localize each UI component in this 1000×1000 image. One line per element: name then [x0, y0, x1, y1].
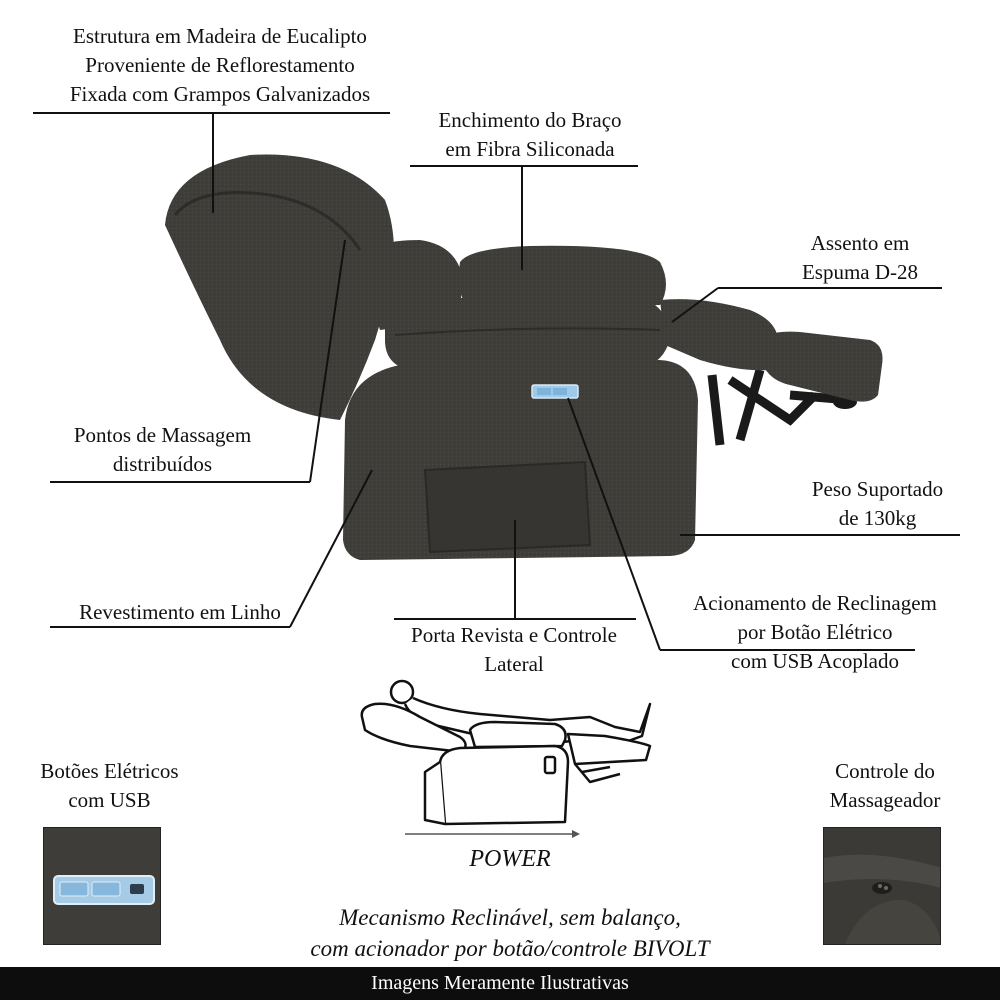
callout-porta-revista-line1: Porta Revista e Controle — [411, 623, 617, 647]
callout-assento-line1: Assento em — [810, 231, 910, 255]
massage-remote-icon — [824, 828, 941, 945]
magazine-pocket — [425, 462, 590, 552]
callout-acionamento-line1: Acionamento de Reclinagem — [693, 591, 937, 615]
mechanism-description — [250, 902, 770, 964]
callout-peso — [790, 475, 965, 533]
callout-assento — [780, 229, 940, 287]
callout-revestimento-line1: Revestimento em Linho — [79, 600, 281, 624]
callout-estrutura-line1: Estrutura em Madeira de Eucalipto — [73, 24, 367, 48]
thumb-botoes-line2: com USB — [68, 788, 151, 812]
person-head-icon — [391, 681, 413, 703]
footer-disclaimer: Imagens Meramente Ilustrativas — [0, 967, 1000, 1000]
mechanism-line1: Mecanismo Reclinável, sem balanço, — [339, 905, 681, 930]
thumb-massage-control — [823, 827, 941, 945]
callout-revestimento — [60, 598, 300, 627]
thumb-controle-line2: Massageador — [829, 788, 941, 812]
callout-estrutura-line3: Fixada com Grampos Galvanizados — [69, 82, 371, 106]
usb-panel-icon — [44, 828, 161, 945]
recline-diagram — [350, 672, 670, 842]
callout-peso-line2: de 130kg — [838, 506, 917, 530]
callout-enchimento-line1: Enchimento do Braço — [438, 108, 622, 132]
mechanism-line2: com acionador por botão/controle BIVOLT — [310, 936, 710, 961]
callout-porta-revista-line2: Lateral — [484, 652, 544, 676]
thumb-usb-buttons — [43, 827, 161, 945]
callout-massagem — [50, 421, 275, 479]
callout-porta-revista — [384, 621, 644, 679]
callout-assento-line2: Espuma D-28 — [801, 260, 919, 284]
thumb-botoes-caption — [22, 757, 197, 815]
callout-acionamento-line3: com USB Acoplado — [731, 649, 899, 673]
recliner-footrest — [760, 332, 883, 402]
callout-estrutura — [40, 22, 400, 109]
callout-estrutura-line2: Proveniente de Reflorestamento — [85, 53, 355, 77]
callout-acionamento-line2: por Botão Elétrico — [737, 620, 893, 644]
recliner-backrest — [165, 155, 394, 420]
thumb-controle-caption — [800, 757, 970, 815]
callout-enchimento — [410, 106, 650, 164]
power-label: POWER — [469, 846, 551, 872]
callout-enchimento-line2: em Fibra Siliconada — [445, 137, 615, 161]
callout-peso-line1: Peso Suportado — [811, 477, 944, 501]
callout-massagem-line2: distribuídos — [112, 452, 213, 476]
thumb-controle-line1: Controle do — [835, 759, 935, 783]
callout-massagem-line1: Pontos de Massagem — [73, 423, 252, 447]
callout-acionamento — [665, 589, 965, 676]
thumb-botoes-line1: Botões Elétricos — [40, 759, 179, 783]
recliner-seat — [660, 299, 778, 370]
